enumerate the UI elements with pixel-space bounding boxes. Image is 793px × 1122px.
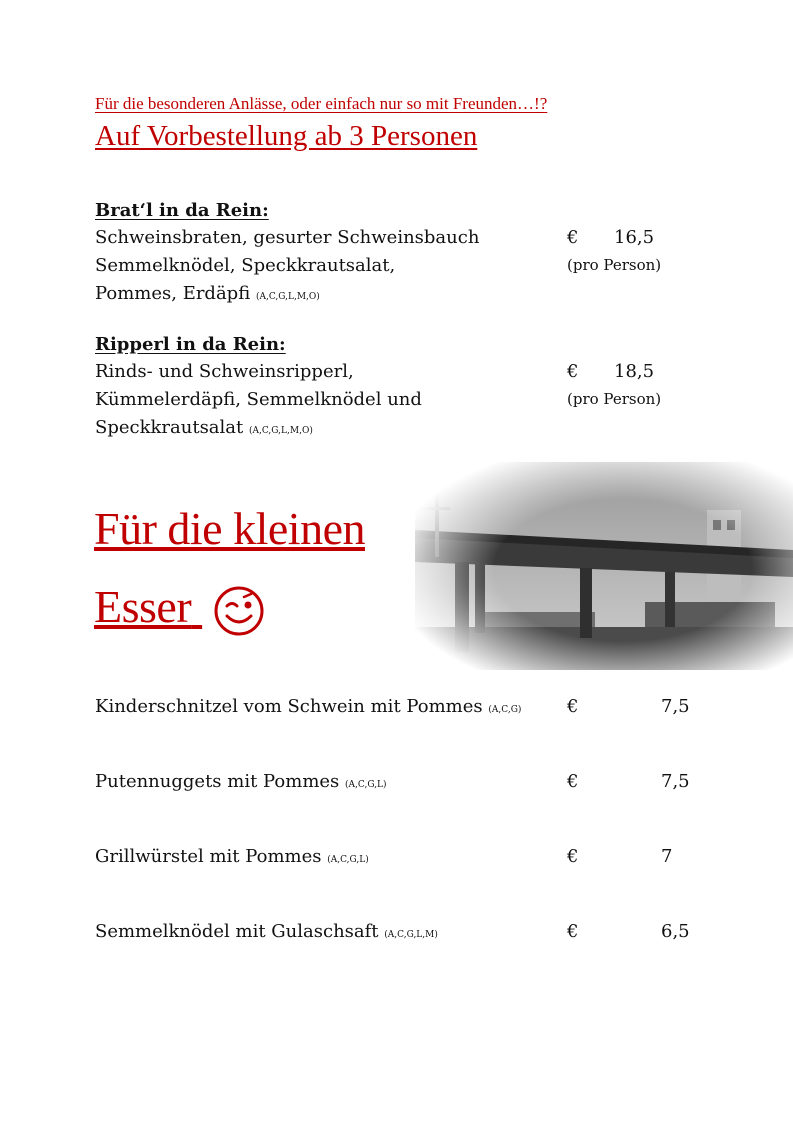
dish-line-last: [95, 283, 320, 304]
price: 18,5: [614, 361, 655, 382]
allergen-codes: (A,C,G,L,M,O): [255, 292, 320, 302]
kids-heading-text: Esser: [94, 581, 192, 632]
price: 7,5: [661, 771, 690, 792]
kids-item-name: Grillwürstel mit Pommes: [95, 846, 322, 867]
currency-symbol: €: [567, 846, 579, 867]
currency-symbol: €: [567, 361, 579, 382]
dish-line-last: [95, 417, 313, 438]
dish-line-text: Pommes, Erdäpfi: [95, 283, 251, 304]
allergen-codes: (A,C,G): [488, 705, 522, 715]
kids-item: [95, 921, 438, 942]
allergen-codes: (A,C,G,L): [327, 855, 369, 865]
currency-symbol: €: [567, 696, 579, 717]
price: 7: [661, 846, 673, 867]
kids-item-name: Kinderschnitzel vom Schwein mit Pommes: [95, 696, 483, 717]
allergen-codes: (A,C,G,L,M,O): [249, 426, 313, 436]
winking-face-icon: [213, 585, 265, 637]
intro-text: Für die besonderen Anlässe, oder einfach nur so mit Freunden…!?: [95, 94, 548, 113]
kids-item: [95, 696, 521, 717]
price-unit: (pro Person): [567, 390, 662, 408]
price: 16,5: [614, 227, 655, 248]
kids-item-name: Putennuggets mit Pommes: [95, 771, 340, 792]
allergen-codes: (A,C,G,L): [345, 780, 387, 790]
currency-symbol: €: [567, 921, 579, 942]
price: 7,5: [661, 696, 690, 717]
dish-line: Kümmelerdäpfi, Semmelknödel und: [95, 389, 422, 410]
dish-line-text: Speckkrautsalat: [95, 417, 244, 438]
price-unit: (pro Person): [567, 256, 662, 274]
dish-line: Semmelknödel, Speckkrautsalat,: [95, 255, 396, 276]
price: 6,5: [661, 921, 690, 942]
kids-item-name: Semmelknödel mit Gulaschsaft: [95, 921, 379, 942]
section-title-bratl: Brat‘l in da Rein:: [95, 200, 269, 221]
kids-heading-line1: Für die kleinen: [94, 503, 365, 554]
section-title-ripperl: Ripperl in da Rein:: [95, 334, 286, 355]
bridge-photo: [415, 462, 793, 670]
currency-symbol: €: [567, 771, 579, 792]
kids-item: [95, 846, 369, 867]
dish-line: Rinds- und Schweinsripperl,: [95, 361, 354, 382]
kids-heading-line2: [94, 580, 202, 633]
dish-line: Schweinsbraten, gesurter Schweinsbauch: [95, 227, 480, 248]
allergen-codes: (A,C,G,L,M): [384, 930, 438, 940]
kids-item: [95, 771, 387, 792]
preorder-heading: Auf Vorbestellung ab 3 Personen: [95, 120, 478, 152]
currency-symbol: €: [567, 227, 579, 248]
